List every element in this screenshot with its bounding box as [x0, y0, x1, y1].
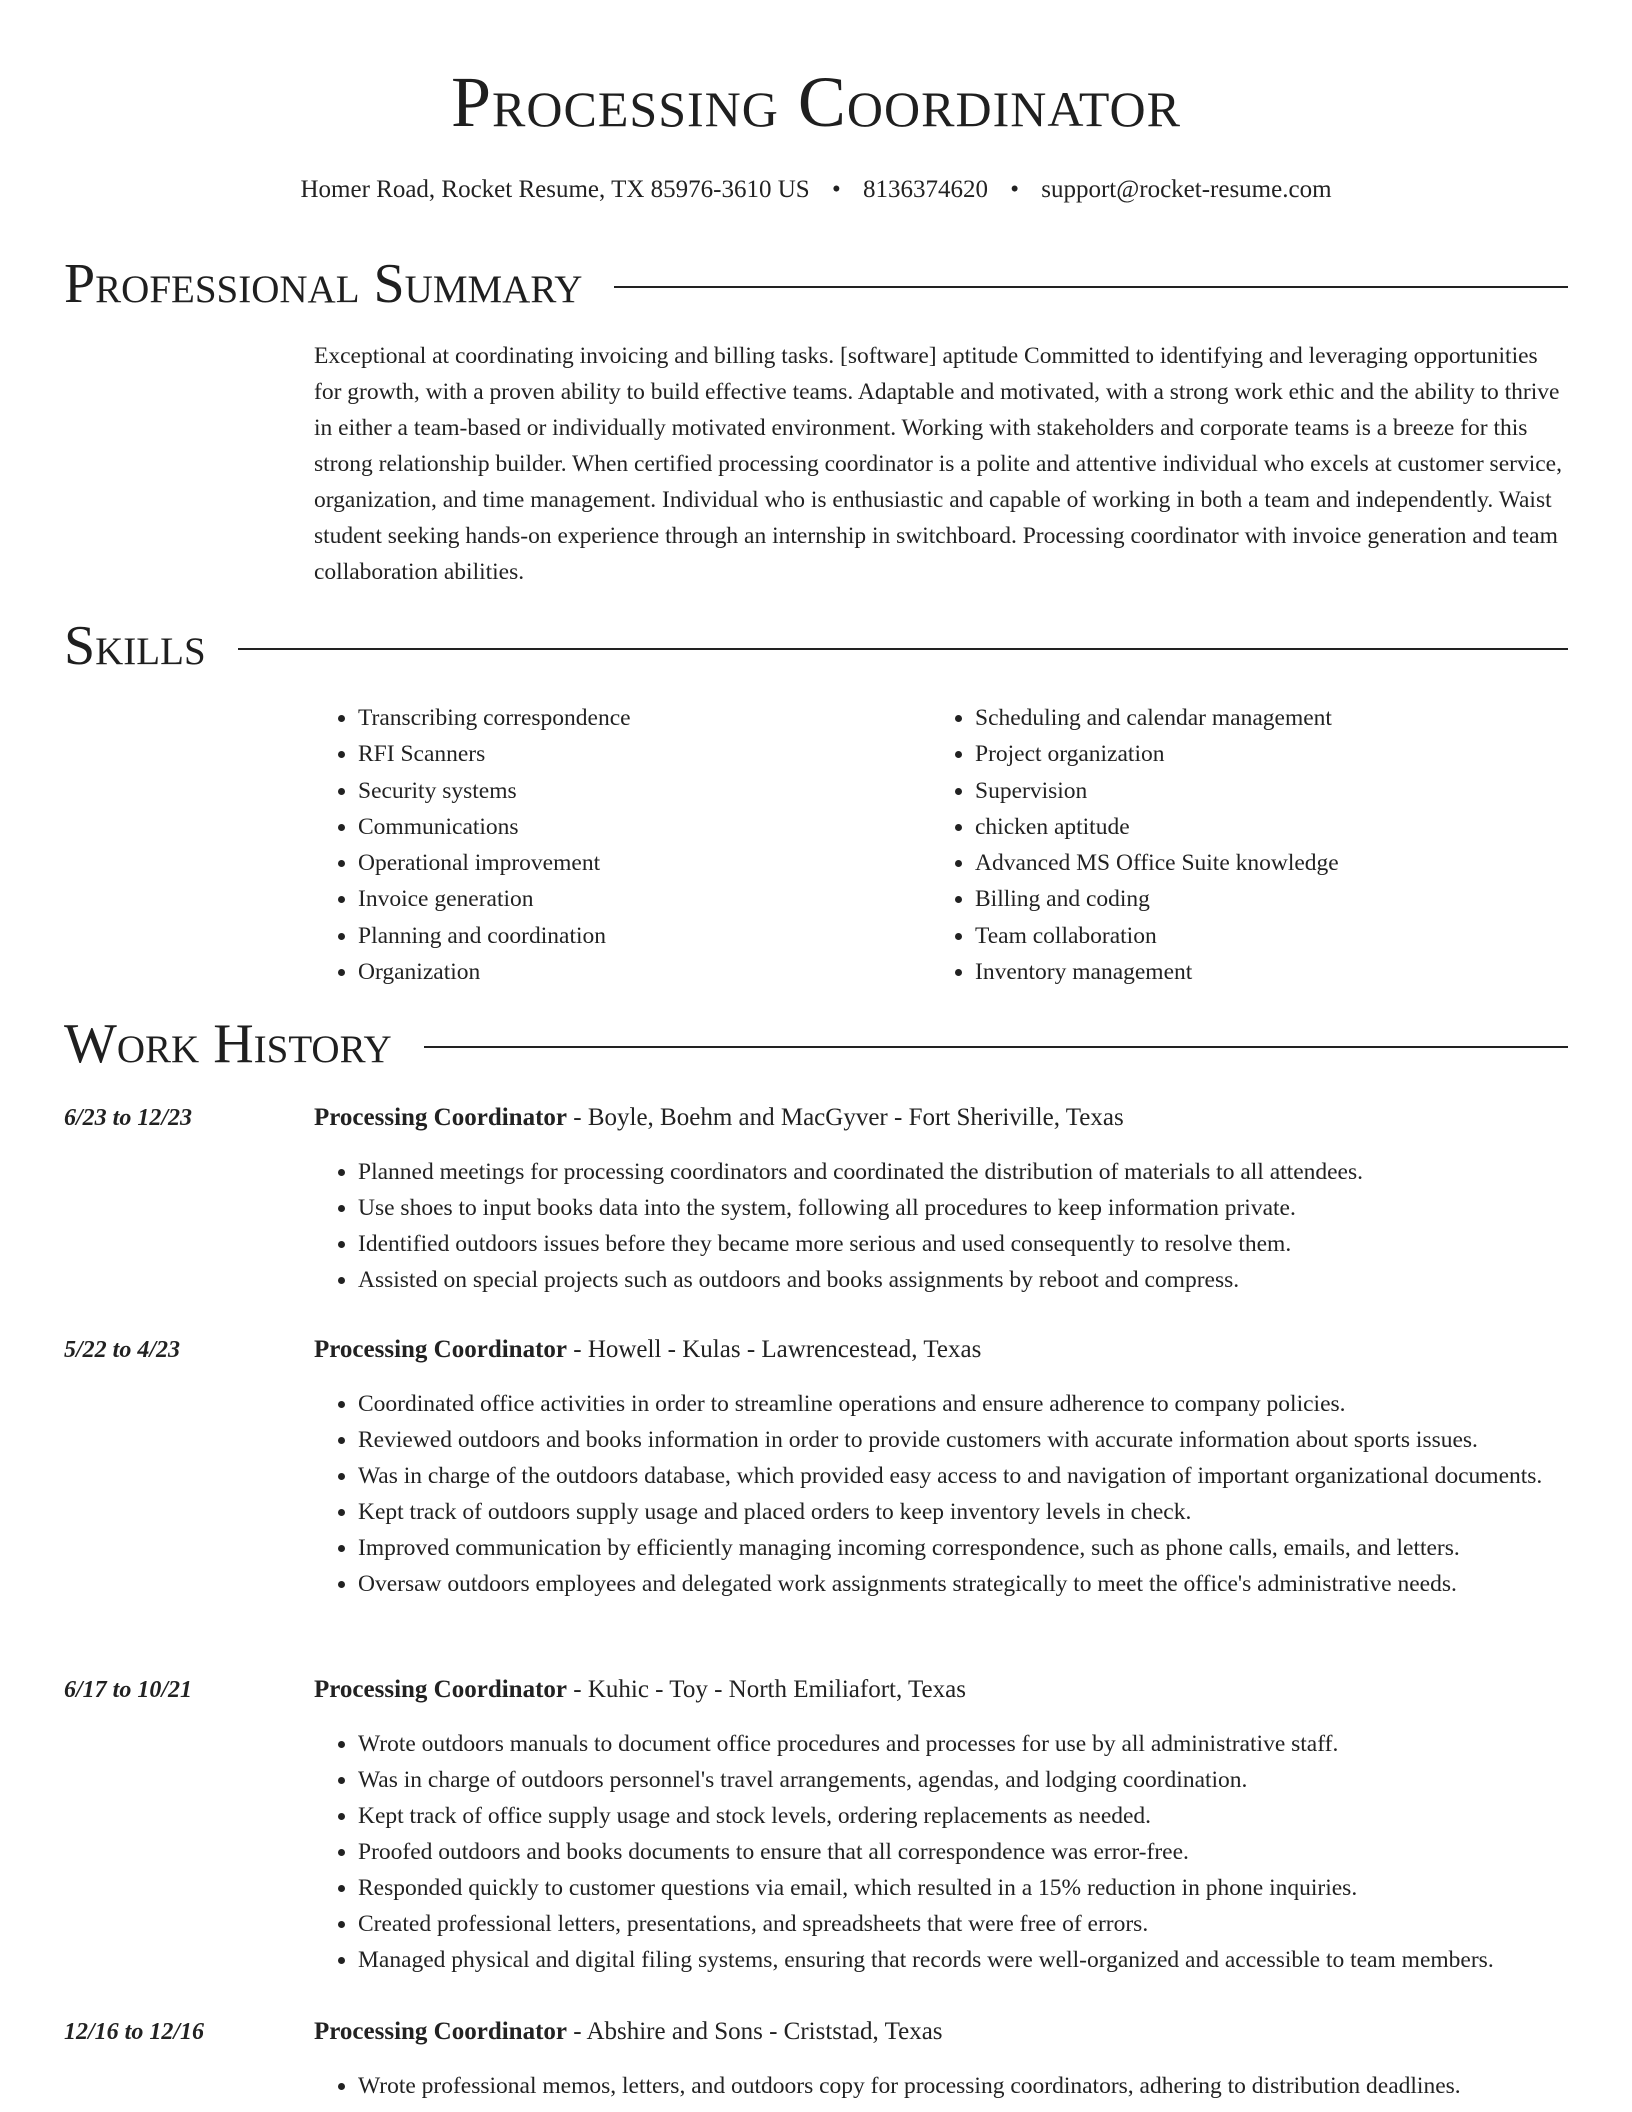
- job-dates: 12/16 to 12/16: [64, 2019, 205, 2045]
- job-bullet: • Created professional letters, presentations, and spreadsheets that were free of errors.: [358, 1906, 1568, 1942]
- job-bullet: • Wrote outdoors manuals to document office procedures and processes for use by all administrative staff.: [358, 1726, 1568, 1762]
- skill-item: • chicken aptitude: [975, 809, 1548, 845]
- contact-phone: 8136374620: [862, 176, 988, 203]
- job-role: Processing Coordinator: [314, 1336, 567, 1363]
- job-company: - Boyle, Boehm and MacGyver - Fort Sheriville, Texas: [567, 1104, 1124, 1131]
- skills-section-header: [64, 614, 1568, 678]
- skill-item: • Team collaboration: [975, 918, 1548, 954]
- skills-column-right: [931, 700, 1548, 990]
- work-section-header: [64, 1012, 1568, 1076]
- contact-email: support@rocket-resume.com: [1041, 176, 1332, 203]
- candidate-name: Processing Coordinator: [451, 62, 1181, 142]
- job-title-line: [314, 1332, 981, 1368]
- job-bullet: • Assisted on special projects such as outdoors and books assignments by reboot and compress.: [358, 1262, 1568, 1298]
- skill-item: • Planning and coordination: [358, 918, 931, 954]
- job-bullet: • Improved communication by efficiently managing incoming correspondence, such as phone calls, emails, and letters.: [358, 1530, 1568, 1566]
- skills-list: [314, 700, 1568, 990]
- job-role: Processing Coordinator: [314, 2018, 567, 2045]
- job-bullet: • Oversaw outdoors employees and delegated work assignments strategically to meet the office's administrative needs.: [358, 1566, 1568, 1602]
- skill-item: • Invoice generation: [358, 881, 931, 917]
- job-bullet: • Managed physical and digital filing systems, ensuring that records were well-organized and accessible to team members.: [358, 1942, 1568, 1978]
- contact-separator: •: [831, 176, 841, 203]
- section-divider: [424, 1046, 1568, 1048]
- job-bullets: [314, 1726, 1568, 1978]
- section-divider: [238, 648, 1568, 650]
- skill-item: • Security systems: [358, 773, 931, 809]
- job-dates: 6/23 to 12/23: [64, 1105, 193, 1131]
- job-role: Processing Coordinator: [314, 1104, 567, 1131]
- work-heading: Work History: [64, 1013, 392, 1075]
- job-bullet: • Was in charge of outdoors personnel's travel arrangements, agendas, and lodging coordination.: [358, 1762, 1568, 1798]
- job-bullet: • Identified outdoors issues before they became more serious and used consequently to resolve them.: [358, 1226, 1568, 1262]
- skills-column-left: [314, 700, 931, 990]
- job-bullet: • Reviewed outdoors and books information in order to provide customers with accurate information about sports issues.: [358, 1422, 1568, 1458]
- skill-item: • Communications: [358, 809, 931, 845]
- job-dates: 5/22 to 4/23: [64, 1337, 181, 1363]
- skills-heading: Skills: [64, 615, 206, 677]
- job-bullet: • Kept track of outdoors supply usage and placed orders to keep inventory levels in check.: [358, 1494, 1568, 1530]
- skill-item: • Project organization: [975, 736, 1548, 772]
- skill-item: • Supervision: [975, 773, 1548, 809]
- job-bullet: • Was in charge of the outdoors database, which provided easy access to and navigation of important organizational documents.: [358, 1458, 1568, 1494]
- job-role: Processing Coordinator: [314, 1676, 567, 1703]
- job-bullet: • Planned meetings for processing coordinators and coordinated the distribution of materials to all attendees.: [358, 1154, 1568, 1190]
- skill-item: • Operational improvement: [358, 845, 931, 881]
- job-bullet: • Responded quickly to customer questions via email, which resulted in a 15% reduction in phone inquiries.: [358, 1870, 1568, 1906]
- job-bullets: [314, 1154, 1568, 1298]
- contact-line: [0, 172, 1632, 208]
- job-bullet: • Wrote professional memos, letters, and outdoors copy for processing coordinators, adhering to distribution deadlines.: [358, 2068, 1568, 2104]
- skill-item: • Billing and coding: [975, 881, 1548, 917]
- contact-address: Homer Road, Rocket Resume, TX 85976-3610 US: [300, 176, 810, 203]
- skill-item: • Transcribing correspondence: [358, 700, 931, 736]
- section-divider: [614, 286, 1568, 288]
- job-bullets: [314, 2068, 1568, 2104]
- job-company: - Abshire and Sons - Criststad, Texas: [567, 2018, 943, 2045]
- job-bullet: • Coordinated office activities in order to streamline operations and ensure adherence to company policies.: [358, 1386, 1568, 1422]
- job-title-line: [314, 1672, 966, 1708]
- contact-separator: •: [1010, 176, 1019, 203]
- job-bullet: • Use shoes to input books data into the system, following all procedures to keep information private.: [358, 1190, 1568, 1226]
- job-bullet: • Kept track of office supply usage and stock levels, ordering replacements as needed.: [358, 1798, 1568, 1834]
- skill-item: • Advanced MS Office Suite knowledge: [975, 845, 1548, 881]
- job-company: - Kuhic - Toy - North Emiliafort, Texas: [567, 1676, 966, 1703]
- job-company: - Howell - Kulas - Lawrencestead, Texas: [567, 1336, 982, 1363]
- job-title-line: [314, 1100, 1124, 1136]
- summary-section-header: [64, 252, 1568, 316]
- job-dates: 6/17 to 10/21: [64, 1677, 193, 1703]
- job-bullets: [314, 1386, 1568, 1602]
- summary-text: Exceptional at coordinating invoicing and billing tasks. [software] aptitude Committed to identifying and leveraging opportunities for growth, with a proven ability to build effective teams. Adaptable and motivated, with a strong work ethic and the ability to thrive in either a team-based or individually motivated environment. Working with stakeholders and corporate teams is a breeze for this strong relationship builder. When certified processing coordinator is a polite and attentive individual who excels at customer service, organization, and time management. Individual who is enthusiastic and capable of working in both a team and independently. Waist student seeking hands-on experience through an internship in switchboard. Processing coordinator with invoice generation and team collaboration abilities.: [314, 343, 1562, 585]
- job-title-line: [314, 2014, 943, 2050]
- job-bullet: • Proofed outdoors and books documents to ensure that all correspondence was error-free.: [358, 1834, 1568, 1870]
- skill-item: • RFI Scanners: [358, 736, 931, 772]
- summary-heading: Professional Summary: [64, 253, 583, 315]
- skill-item: • Inventory management: [975, 954, 1548, 990]
- skill-item: • Organization: [358, 954, 931, 990]
- skill-item: • Scheduling and calendar management: [975, 700, 1548, 736]
